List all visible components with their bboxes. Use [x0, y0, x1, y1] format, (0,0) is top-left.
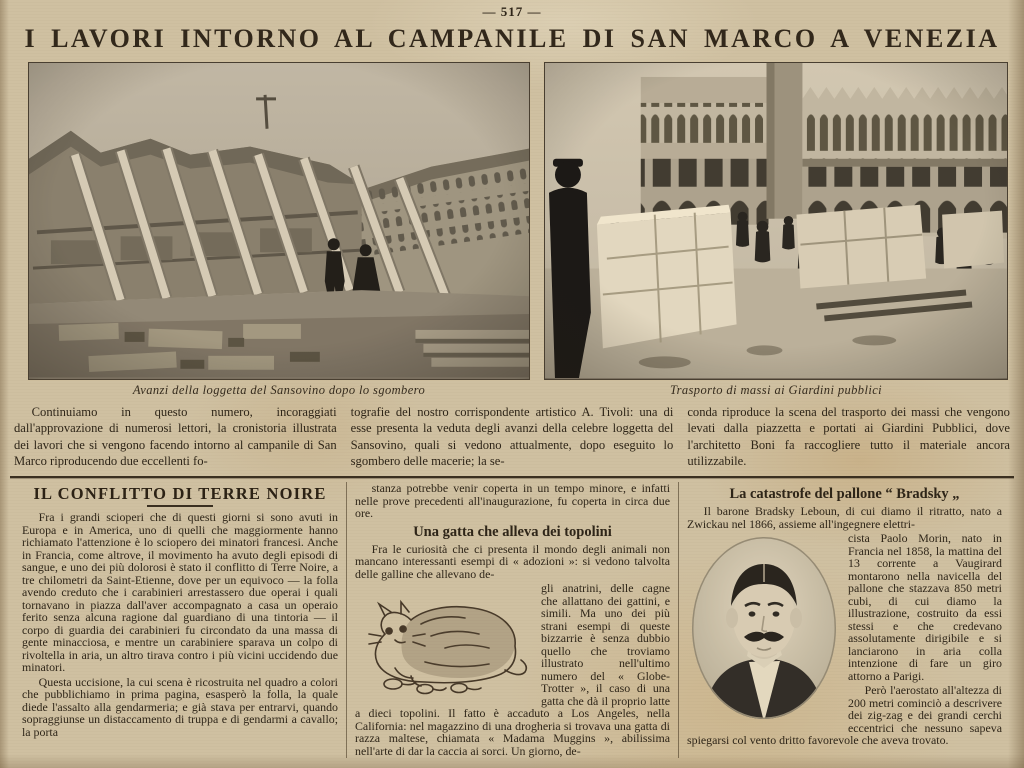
photo-figure-loggetta: [28, 62, 530, 398]
loggetta-ruins-photo: [28, 62, 530, 380]
gatta-flow-block: [355, 582, 670, 758]
article-gatta-title: Una gatta che alleva dei topolini: [413, 523, 612, 540]
bradsky-paragraph-intro: Il barone Bradsky Leboun, di cui diamo il ritratto, nato a Zwickau nel 1866, assieme all'ingegnere elettri-: [687, 504, 1002, 531]
gatta-paragraph-intro: Fra le curiosità che ci presenta il mondo degli animali non mancano interessanti esempi di « adozioni »: si vedono talvolta delle galline che allevano de-: [355, 541, 670, 581]
intro-column-1: Continuiamo in questo numero, incoraggiati dall'approvazione di numerosi lettori, la cronistoria illustrata dei lavori che si vengono facendo intorno al campanile di San Marco riproducendo due eccellenti fo-: [14, 405, 337, 469]
cat-nursing-mice-illustration: [355, 584, 533, 696]
bradsky-portrait-photo: [689, 534, 839, 722]
lower-columns: [0, 478, 1024, 758]
conflitto-paragraph-1: Fra i grandi scioperi che di questi giorni si sono avuti in Europa e in America, uno di quelli che maggiormente hanno richiamato l'attenzione è lo sciopero dei minatori francesi. Anche in Francia, come altrove, il movimento ha avuto degli episodi di sangue, e uno dei più dolorosi è stato il conflitto di Terre Noire, a tre chilometri da Saint-Etienne, dove per un equivoco — la folla avendo creduto che i carabinieri arrestassero due operai i quali tornavano in piazza dall'aver accompagnato a casa un operaio ferito senza alcuna ragione dal guardiano di una tintoria — il corpo di guardia dei carabinieri fu circondato da una massa di gente minacciosa, e mentre un carabiniere sparava un colpo di rivoltella in aria, un altro tirava contro i più vicini uccidendo due minatori.: [22, 510, 338, 675]
stones-transport-photo: [544, 62, 1008, 380]
article-conflitto: [14, 482, 346, 758]
page-number: — 517 —: [482, 4, 542, 19]
article-bradsky: [678, 482, 1010, 758]
gatta-lead-paragraph: stanza potrebbe venir coperta in un tempo minore, e infatti nelle prove precedenti all'inaugurazione, fu coperta in circa due ore.: [355, 482, 670, 521]
left-photo-caption: Avanzi della loggetta del Sansovino dopo lo sgombero: [132, 383, 426, 397]
intro-column-2: tografie del nostro corrispondente artistico A. Tivoli: una di esse presenta la veduta degli avanzi della celebre loggetta del Sansovino, quali si vedono attualmente, dopo eseguito lo sgombero delle macerie; la se-: [350, 405, 674, 469]
bradsky-flow-block: [687, 532, 1002, 749]
gatta-paragraph-rest: gli anatrini, delle cagne che allattano dei gattini, e simili. Ma uno dei più strani esempi di queste bizzarrie è senza dubbio quello che troviamo illustrato nell'ultimo numero del « Globe-Trotter », il caso di una gatta che dà il proprio latte a dieci topolini. Il fatto è accaduto a Los Angeles, nella California: nel magazzino di una drogheria si trovava una gatta di razza maltese, chiamata « Madama Muggins », abilissima nell'arte di dar la caccia ai sorci. Un giorno, de-: [355, 581, 670, 758]
ruins-illustration: [29, 63, 529, 378]
intro-paragraphs: [0, 398, 1024, 473]
page-title: I LAVORI INTORNO AL CAMPANILE DI SAN MARCO A VENEZIA: [24, 24, 1000, 53]
right-photo-caption: Trasporto di massi ai Giardini pubblici: [669, 383, 883, 397]
intro-column-3: conda riproduce la scena del trasporto dei massi che vengono levati dalla piazzetta e portati ai Giardini Pubblici, dove l'architetto Boni fa raccogliere tutto il materiale ancora utilizzabile.: [687, 405, 1010, 469]
conflitto-paragraph-2: Questa uccisione, la cui scena è ricostruita nel quadro a colori che pubblichiamo in prima pagina, esasperò la folla, la quale diede l'assalto alla gendarmeria; e già stava per entrarvi, quando sopraggiunse un distaccamento di truppa e di gendarmi a cavallo; la porta: [22, 674, 338, 739]
photos-row: [0, 62, 1024, 398]
bradsky-paragraph-rest: cista Paolo Morin, nato in Francia nel 1858, la mattina del 13 corrente a Vaugirard montarono nella navicella del pallone che stazzava 850 metri cubi, di cui diamo la illustrazione, costruito da essi stessi e che credevano assolutamente dirigibile e si lanciarono in aria colla intenzione di fare un giro attorno a Parigi.: [848, 531, 1002, 683]
article-gatta: [346, 482, 678, 758]
palace-illustration: [545, 63, 1007, 378]
bradsky-paragraph-2: Però l'aerostato all'altezza di 200 metri cominciò a descrivere dei zig-zag e dei grandi cerchi eccentrici che nessuno sapeva spiegarsi col vento dritto favorevole che aveva trovato.: [687, 683, 1002, 748]
photo-figure-trasporto: [544, 62, 1008, 398]
article-conflitto-title: IL CONFLITTO DI TERRE NOIRE: [33, 484, 327, 504]
article-bradsky-title: La catastrofe del pallone “ Bradsky „: [729, 486, 960, 503]
heading-rule: [147, 505, 213, 507]
